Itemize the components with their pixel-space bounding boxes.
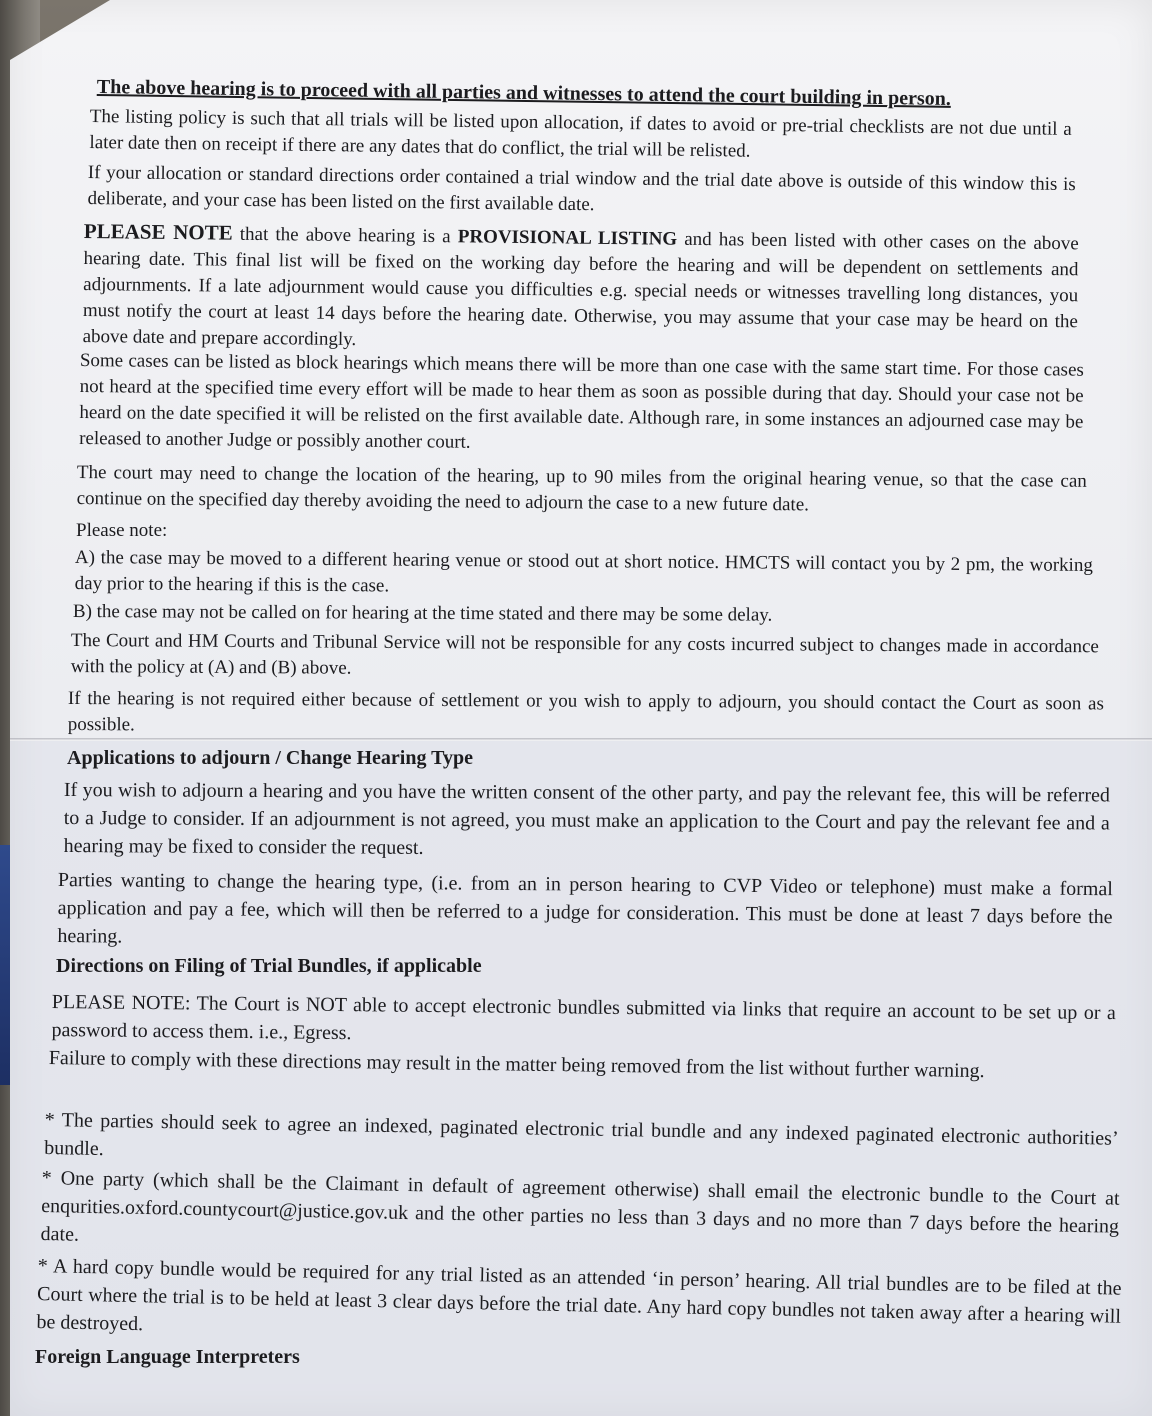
costs-paragraph: The Court and HM Courts and Tribunal Service will not be responsible for any costs incurred subject to changes made in accordance with the policy at (A) and (B) above. [70,629,1099,679]
block-hearings-paragraph: Some cases can be listed as block hearings which means there will be more than one case with the same start time. For those cases not heard at the specified time every effort will be made to hear them as soon as possible during that day. Should your case not be heard on the date specified it will be relisted on the first available date. Although rare, in some instances an adjourned case may be released to another Judge or possibly another court. [79,349,1084,453]
item-a-paragraph: A) the case may be moved to a different hearing venue or stood out at short notice. HMCTS will contact you by 2 pm, the working day prior to the hearing if this is the case. [74,546,1093,597]
bundles-note-paragraph: PLEASE NOTE: The Court is NOT able to accept electronic bundles submitted via links that require an account to be set up or a password to access them. i.e., Egress. [51,990,1116,1045]
attend-in-person-notice: The above hearing is to proceed with all parties and witnesses to attend the court building in person. [96,76,952,110]
adjourn-paragraph-2: Parties wanting to change the hearing type, (i.e. from an in person hearing to CVP Video or telephone) must make a formal application and pay a fee, which will then be referred to a judge for consideration. This must be done at least 7 days before the hearing. [57,868,1113,948]
bundles-bullet-1: * The parties should seek to agree an indexed, paginated electronic trial bundle and any indexed paginated electronic authorities’ bundle. [44,1108,1119,1161]
trial-window-paragraph: If your allocation or standard directions order contained a trial window and the trial date above is outside of this window this is deliberate, and your case has been listed on the first available date. [87,161,1076,216]
bundles-bullet-3: * A hard copy bundle would be required for any trial listed as an attended ‘in person’ hearing. All trial bundles are to be filed at the Court where the trial is to be held at least 3 clear days before the trial date. Any hard copy bundles not taken away after a hearing will be destroyed. [36,1254,1122,1336]
adjourn-paragraph-1: If you wish to adjourn a hearing and you have the written consent of the other party, and pay the relevant fee, this will be referred to a Judge to consider. If an adjournment is not agreed, you must make an application to the Court and pay the relevant fee and a hearing may be fixed to consider the request. [63,778,1110,859]
item-b-paragraph: B) the case may not be called on for hearing at the time stated and there may be some delay. [72,601,773,626]
provisional-listing-paragraph [83,218,1079,361]
location-change-paragraph: The court may need to change the location of the hearing, up to 90 miles from the original hearing venue, so that the case can continue on the specified day thereby avoiding the need to adjourn the case to a new future date. [76,461,1087,516]
please-note-lead: PLEASE NOTE [83,218,233,245]
please-note-label: Please note: [76,520,168,541]
listing-policy-paragraph: The listing policy is such that all trials will be listed upon allocation, if dates to avoid or pre-trial checklists are not due until a later date then on receipt if there are any dates that do conflict, the trial will be relisted. [89,105,1072,162]
not-required-paragraph: If the hearing is not required either because of settlement or you wish to apply to adjourn, you should contact the Court as soon as possible. [67,688,1104,736]
adjourn-section-heading: Applications to adjourn / Change Hearing Type [67,747,473,769]
bundles-failure-paragraph: Failure to comply with these directions may result in the matter being removed from the list without further warning. [48,1046,985,1083]
provisional-listing-emphasis: PROVISIONAL LISTING [457,226,678,250]
provisional-text-2: and has been listed with other cases on the above hearing date. This final list will be fixed on the working day before the hearing and will be dependent on settlements and adjournments. If a late adjournment would cause you difficulties e.g. special needs or witnesses travelling long distances, you must notify the court at least 14 days before the hearing date. Otherwise, you may assume that your case may be heard on the above date and prepare accordingly. [82,228,1079,351]
interpreters-section-heading: Foreign Language Interpreters [35,1346,300,1368]
provisional-text-1: that the above hearing is a [232,223,458,248]
bundles-section-heading: Directions on Filing of Trial Bundles, if applicable [56,955,482,977]
bundles-bullet-2: * One party (which shall be the Claimant in default of agreement otherwise) shall email the electronic bundle to the Court at enqurities.oxford.countycourt@justice.gov.uk and the other parties no less than 3 days and no more than 7 days before the hearing date. [40,1166,1120,1246]
